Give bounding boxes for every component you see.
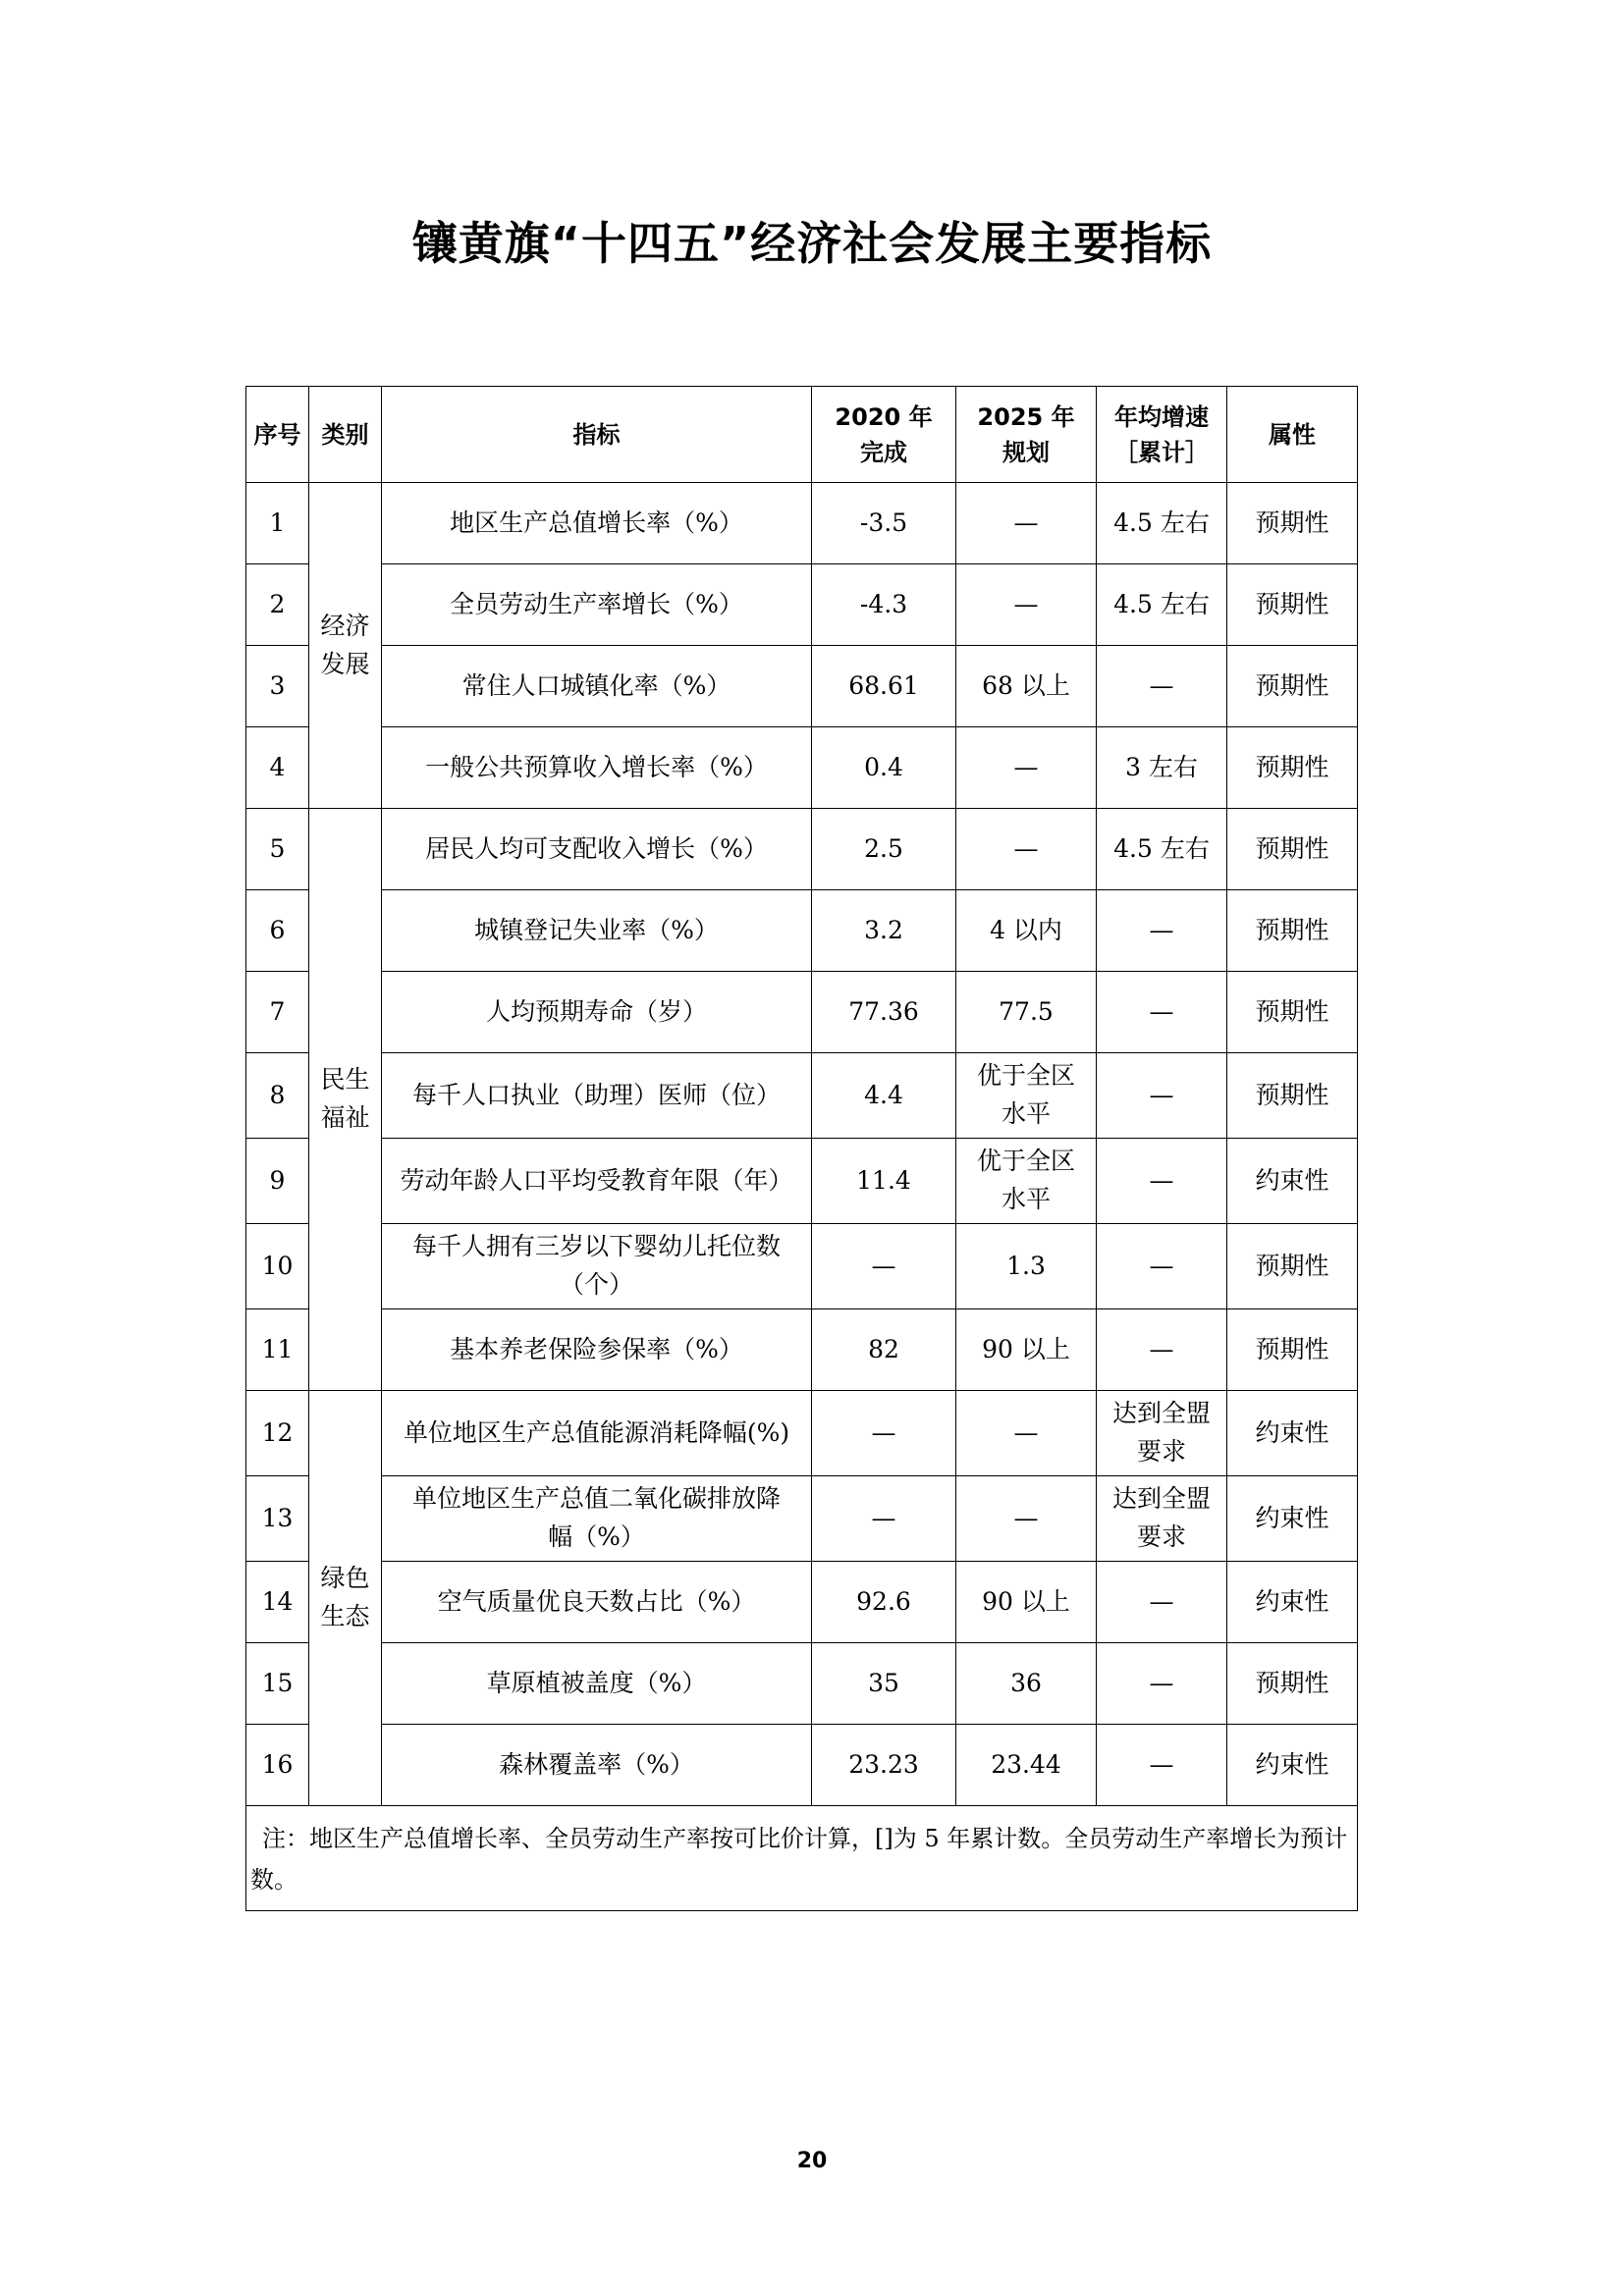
value-2020: — xyxy=(812,1224,956,1309)
table-row xyxy=(246,1476,1358,1562)
header-attr: 属性 xyxy=(1227,387,1358,483)
indicator-name: 草原植被盖度（%） xyxy=(382,1643,812,1725)
value-2025: 90 以上 xyxy=(956,1309,1097,1391)
value-2020: -4.3 xyxy=(812,564,956,646)
header-indicator: 指标 xyxy=(382,387,812,483)
table-row xyxy=(246,809,1358,890)
value-2025: 1.3 xyxy=(956,1224,1097,1309)
table-note: 注：地区生产总值增长率、全员劳动生产率按可比价计算，[]为 5 年累计数。全员劳动生产率增长为预计数。 xyxy=(246,1806,1358,1911)
row-seq: 16 xyxy=(246,1725,309,1806)
indicator-name: 城镇登记失业率（%） xyxy=(382,890,812,972)
indicator-name: 劳动年龄人口平均受教育年限（年） xyxy=(382,1139,812,1224)
indicator-name: 一般公共预算收入增长率（%） xyxy=(382,727,812,809)
value-attribute: 预期性 xyxy=(1227,483,1358,564)
value-2020: 92.6 xyxy=(812,1562,956,1643)
row-seq: 11 xyxy=(246,1309,309,1391)
value-growth: — xyxy=(1097,646,1227,727)
value-2025: — xyxy=(956,564,1097,646)
row-seq: 10 xyxy=(246,1224,309,1309)
table-row xyxy=(246,890,1358,972)
value-2025: — xyxy=(956,1476,1097,1562)
value-2025: — xyxy=(956,809,1097,890)
value-attribute: 预期性 xyxy=(1227,564,1358,646)
indicator-name: 森林覆盖率（%） xyxy=(382,1725,812,1806)
row-seq: 6 xyxy=(246,890,309,972)
value-attribute: 预期性 xyxy=(1227,890,1358,972)
value-2020: 68.61 xyxy=(812,646,956,727)
value-2020: 11.4 xyxy=(812,1139,956,1224)
indicator-name: 全员劳动生产率增长（%） xyxy=(382,564,812,646)
value-2025: 23.44 xyxy=(956,1725,1097,1806)
indicator-name: 每千人口执业（助理）医师（位） xyxy=(382,1053,812,1139)
value-2020: 0.4 xyxy=(812,727,956,809)
note-row xyxy=(246,1806,1358,1911)
value-attribute: 预期性 xyxy=(1227,1309,1358,1391)
value-2020: 82 xyxy=(812,1309,956,1391)
value-2020: -3.5 xyxy=(812,483,956,564)
indicator-name: 单位地区生产总值能源消耗降幅(%) xyxy=(382,1391,812,1476)
value-growth: — xyxy=(1097,1053,1227,1139)
value-attribute: 约束性 xyxy=(1227,1725,1358,1806)
indicator-name: 地区生产总值增长率（%） xyxy=(382,483,812,564)
row-seq: 15 xyxy=(246,1643,309,1725)
value-growth: — xyxy=(1097,1562,1227,1643)
value-2025: 68 以上 xyxy=(956,646,1097,727)
indicator-name: 单位地区生产总值二氧化碳排放降 幅（%） xyxy=(382,1476,812,1562)
value-growth: — xyxy=(1097,1139,1227,1224)
value-attribute: 预期性 xyxy=(1227,1053,1358,1139)
indicator-name: 居民人均可支配收入增长（%） xyxy=(382,809,812,890)
row-seq: 14 xyxy=(246,1562,309,1643)
value-attribute: 预期性 xyxy=(1227,646,1358,727)
value-growth: — xyxy=(1097,1725,1227,1806)
page-title: 镶黄旗“十四五”经济社会发展主要指标 xyxy=(411,217,1213,270)
value-attribute: 预期性 xyxy=(1227,809,1358,890)
table-row xyxy=(246,564,1358,646)
value-2025: 90 以上 xyxy=(956,1562,1097,1643)
table-row xyxy=(246,1725,1358,1806)
value-2025: — xyxy=(956,1391,1097,1476)
value-growth: 4.5 左右 xyxy=(1097,564,1227,646)
value-2020: 77.36 xyxy=(812,972,956,1053)
table-row xyxy=(246,1224,1358,1309)
value-attribute: 约束性 xyxy=(1227,1391,1358,1476)
header-growth: 年均增速 ［累计］ xyxy=(1097,387,1227,483)
row-seq: 8 xyxy=(246,1053,309,1139)
row-seq: 4 xyxy=(246,727,309,809)
value-2020: — xyxy=(812,1391,956,1476)
row-seq: 3 xyxy=(246,646,309,727)
header-2020: 2020 年 完成 xyxy=(812,387,956,483)
value-attribute: 约束性 xyxy=(1227,1139,1358,1224)
value-attribute: 约束性 xyxy=(1227,1562,1358,1643)
table-row xyxy=(246,972,1358,1053)
header-2025: 2025 年 规划 xyxy=(956,387,1097,483)
category-economy: 经济 发展 xyxy=(309,483,382,809)
value-attribute: 预期性 xyxy=(1227,972,1358,1053)
indicator-name: 每千人拥有三岁以下婴幼儿托位数 （个） xyxy=(382,1224,812,1309)
row-seq: 12 xyxy=(246,1391,309,1476)
value-growth: 3 左右 xyxy=(1097,727,1227,809)
value-2025: 36 xyxy=(956,1643,1097,1725)
value-2025: 4 以内 xyxy=(956,890,1097,972)
value-2020: — xyxy=(812,1476,956,1562)
indicator-name: 基本养老保险参保率（%） xyxy=(382,1309,812,1391)
value-2020: 4.4 xyxy=(812,1053,956,1139)
value-2025: 77.5 xyxy=(956,972,1097,1053)
value-attribute: 约束性 xyxy=(1227,1476,1358,1562)
header-seq: 序号 xyxy=(246,387,309,483)
indicator-name: 空气质量优良天数占比（%） xyxy=(382,1562,812,1643)
value-2025: 优于全区 水平 xyxy=(956,1139,1097,1224)
table-row xyxy=(246,1053,1358,1139)
table-row xyxy=(246,646,1358,727)
table-row xyxy=(246,1391,1358,1476)
value-attribute: 预期性 xyxy=(1227,1224,1358,1309)
value-growth: 4.5 左右 xyxy=(1097,483,1227,564)
value-growth: — xyxy=(1097,1643,1227,1725)
value-2020: 2.5 xyxy=(812,809,956,890)
row-seq: 2 xyxy=(246,564,309,646)
value-2020: 3.2 xyxy=(812,890,956,972)
table-row xyxy=(246,1643,1358,1725)
value-growth: — xyxy=(1097,1224,1227,1309)
value-2020: 35 xyxy=(812,1643,956,1725)
value-2025: — xyxy=(956,727,1097,809)
value-growth: — xyxy=(1097,1309,1227,1391)
value-attribute: 预期性 xyxy=(1227,1643,1358,1725)
indicator-table xyxy=(245,386,1358,1911)
row-seq: 1 xyxy=(246,483,309,564)
row-seq: 13 xyxy=(246,1476,309,1562)
table-row xyxy=(246,1309,1358,1391)
row-seq: 5 xyxy=(246,809,309,890)
value-growth: — xyxy=(1097,972,1227,1053)
value-attribute: 预期性 xyxy=(1227,727,1358,809)
row-seq: 9 xyxy=(246,1139,309,1224)
indicator-name: 常住人口城镇化率（%） xyxy=(382,646,812,727)
table-row xyxy=(246,483,1358,564)
page-number: 20 xyxy=(796,2149,828,2173)
table-row xyxy=(246,1139,1358,1224)
value-growth: 达到全盟 要求 xyxy=(1097,1476,1227,1562)
value-growth: — xyxy=(1097,890,1227,972)
value-growth: 达到全盟 要求 xyxy=(1097,1391,1227,1476)
table-row xyxy=(246,1562,1358,1643)
value-2025: — xyxy=(956,483,1097,564)
table-header-row xyxy=(246,387,1358,483)
indicator-name: 人均预期寿命（岁） xyxy=(382,972,812,1053)
value-growth: 4.5 左右 xyxy=(1097,809,1227,890)
table-row xyxy=(246,727,1358,809)
category-green: 绿色 生态 xyxy=(309,1391,382,1806)
row-seq: 7 xyxy=(246,972,309,1053)
category-welfare: 民生 福祉 xyxy=(309,809,382,1391)
value-2025: 优于全区 水平 xyxy=(956,1053,1097,1139)
header-category: 类别 xyxy=(309,387,382,483)
value-2020: 23.23 xyxy=(812,1725,956,1806)
